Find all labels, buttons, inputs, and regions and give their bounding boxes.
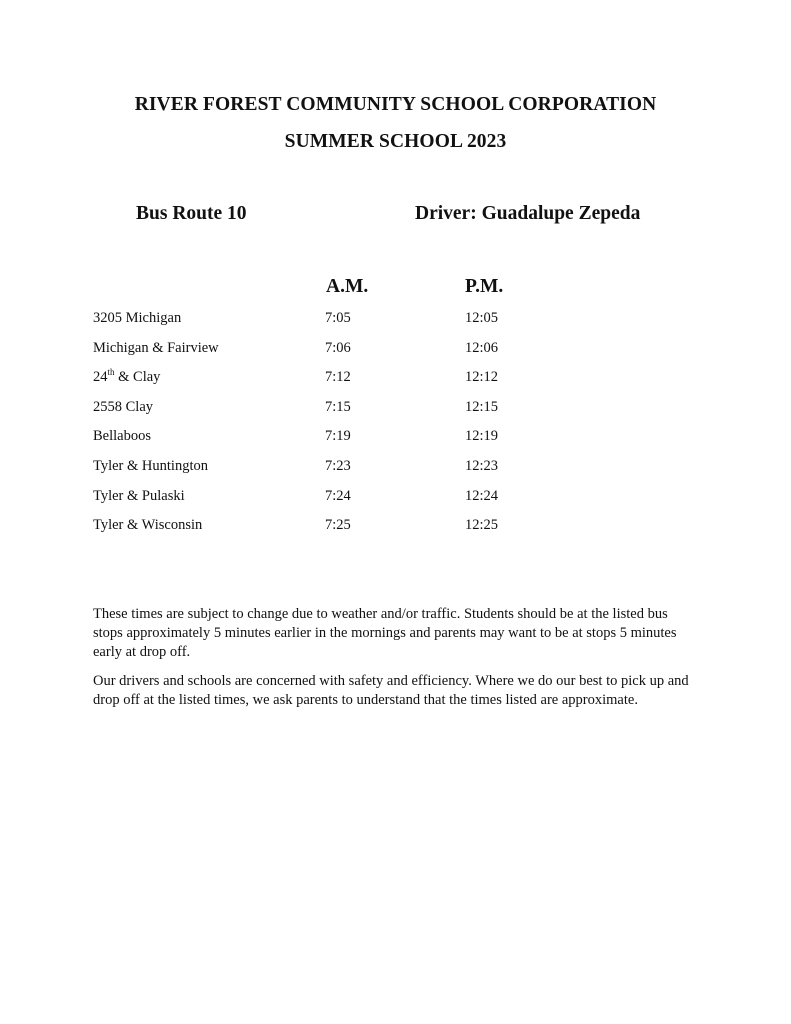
stop-pm-time: 12:06 [465,339,499,356]
stop-name-ordinal: th [107,367,115,378]
driver-label: Driver: Guadalupe Zepeda [415,203,641,224]
stop-am-time: 7:05 [325,310,351,326]
stop-row [93,458,713,488]
stop-pm-time: 12:19 [465,428,499,445]
stop-pm-time: 12:23 [465,457,499,474]
stop-row [93,517,713,547]
stop-am-time: 7:25 [325,517,351,534]
page-subtitle: SUMMER SCHOOL 2023 [284,131,507,152]
stop-pm-time: 12:05 [465,310,499,326]
stop-row [93,310,713,340]
stop-name: 2558 Clay [93,398,154,415]
stop-name-street: & Clay [114,369,161,386]
stop-row [93,340,713,370]
stop-name: Tyler & Huntington [93,457,208,474]
pm-column-header: P.M. [465,276,504,297]
stop-pm-time: 12:12 [465,369,499,386]
stop-am-time: 7:06 [325,339,351,356]
stop-name: Tyler & Pulaski [93,487,185,504]
stop-am-time: 7:24 [325,487,351,504]
notes-paragraph: Our drivers and schools are concerned with safety and efficiency. Where we do our best to pick up and drop off at the listed times, we ask parents to understand that the times listed are approximate. [93,672,689,708]
notes-paragraph: These times are subject to change due to weather and/or traffic. Students should be at the listed bus stops approximately 5 minutes earlier in the mornings and parents may want to be at stops 5 minutes early at drop off. [93,606,677,661]
stop-schedule-list [93,310,713,547]
stop-row [93,428,713,458]
stop-name: Michigan & Fairview [93,339,219,356]
bus-route-label: Bus Route 10 [136,203,247,224]
stop-name [93,369,160,386]
stop-name-number: 24 [93,369,108,386]
stop-am-time: 7:19 [325,428,351,445]
stop-name: Tyler & Wisconsin [93,517,203,534]
schedule-notes [93,605,693,719]
stop-name: 3205 Michigan [93,310,182,326]
stop-am-time: 7:15 [325,398,351,415]
stop-pm-time: 12:24 [465,487,499,504]
page-title: RIVER FOREST COMMUNITY SCHOOL CORPORATION [134,94,657,115]
stop-name: Bellaboos [93,428,151,445]
stop-row [93,399,713,429]
stop-row [93,488,713,518]
am-column-header: A.M. [326,276,369,297]
stop-am-time: 7:12 [325,369,351,386]
stop-pm-time: 12:15 [465,398,499,415]
stop-row [93,369,713,399]
stop-pm-time: 12:25 [465,517,499,534]
stop-am-time: 7:23 [325,457,351,474]
